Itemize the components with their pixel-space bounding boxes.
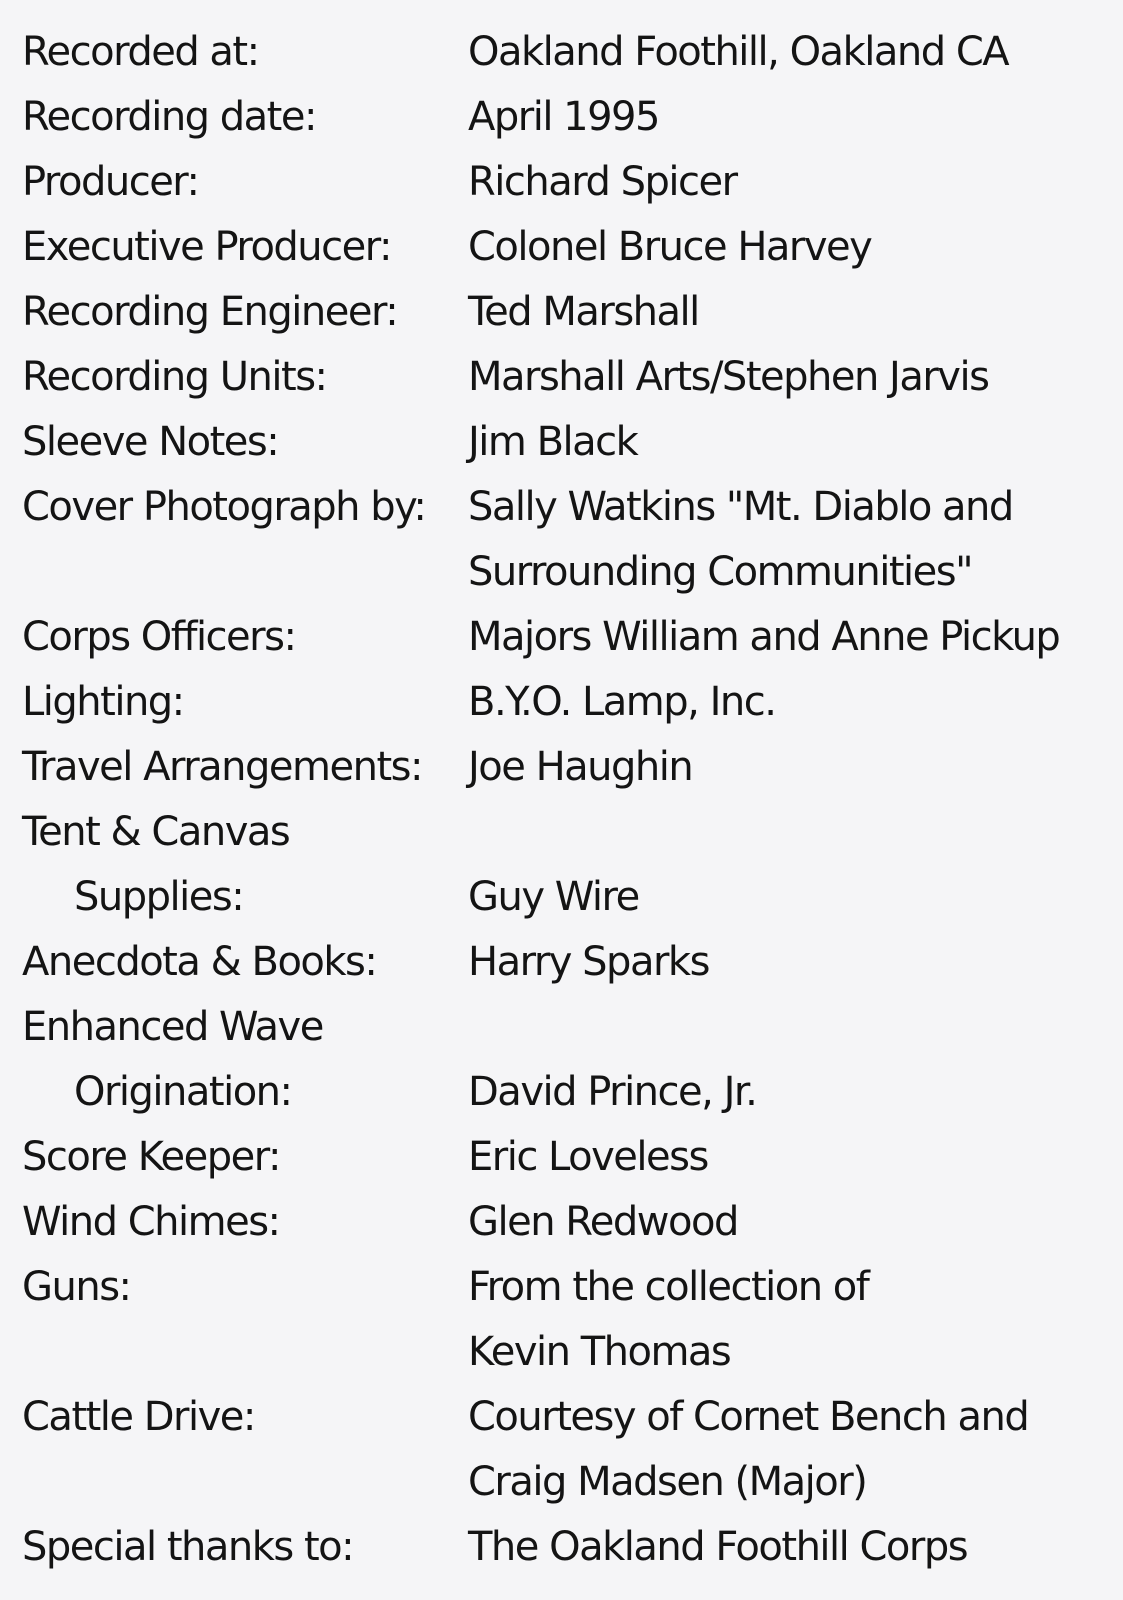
credit-row (22, 85, 1112, 150)
credit-row (22, 1060, 1112, 1125)
credit-label: Score Keeper: (22, 1134, 280, 1180)
credit-label: Corps Officers: (22, 614, 296, 660)
credit-value: The Oakland Foothill Corps (468, 1524, 968, 1570)
credit-label: Tent & Canvas (22, 809, 290, 855)
credit-row (22, 800, 1112, 865)
credit-row (22, 1125, 1112, 1190)
credit-label: Guns: (22, 1264, 131, 1310)
credit-value: Glen Redwood (468, 1199, 738, 1245)
credit-row-continued (22, 1450, 1112, 1515)
credit-label: Recorded at: (22, 29, 259, 75)
credit-value: Sally Watkins "Mt. Diablo and (468, 484, 1013, 530)
credit-value: B.Y.O. Lamp, Inc. (468, 679, 776, 725)
credit-row-continued (22, 1320, 1112, 1385)
credit-label: Recording date: (22, 94, 316, 140)
credit-value: Oakland Foothill, Oakland CA (468, 29, 1009, 75)
credit-row (22, 605, 1112, 670)
credit-value: From the collection of (468, 1264, 869, 1310)
credit-row (22, 670, 1112, 735)
credit-value: Colonel Bruce Harvey (468, 224, 872, 270)
credit-row (22, 1190, 1112, 1255)
credit-row (22, 865, 1112, 930)
credit-row (22, 150, 1112, 215)
credit-value: Ted Marshall (468, 289, 699, 335)
credit-label: Cattle Drive: (22, 1394, 255, 1440)
credit-value: Craig Madsen (Major) (468, 1459, 867, 1505)
credit-label: Lighting: (22, 679, 184, 725)
credit-row (22, 1255, 1112, 1320)
credit-row (22, 345, 1112, 410)
credit-row (22, 20, 1112, 85)
credit-row (22, 215, 1112, 280)
credit-label: Cover Photograph by: (22, 484, 426, 530)
credit-label: Anecdota & Books: (22, 939, 377, 985)
credit-row (22, 280, 1112, 345)
credit-label: Travel Arrangements: (22, 744, 422, 790)
credits-list (22, 20, 1112, 1580)
credit-value: David Prince, Jr. (468, 1069, 757, 1115)
credit-value: Kevin Thomas (468, 1329, 731, 1375)
credit-label: Special thanks to: (22, 1524, 354, 1570)
credit-value: Jim Black (468, 419, 638, 465)
credit-label: Recording Engineer: (22, 289, 398, 335)
credit-value: Courtesy of Cornet Bench and (468, 1394, 1029, 1440)
credit-row (22, 1385, 1112, 1450)
credit-row (22, 995, 1112, 1060)
credit-row (22, 475, 1112, 540)
credit-value: Richard Spicer (468, 159, 737, 205)
credit-value: Eric Loveless (468, 1134, 708, 1180)
credit-row-continued (22, 540, 1112, 605)
credit-label: Executive Producer: (22, 224, 391, 270)
credit-value: Marshall Arts/Stephen Jarvis (468, 354, 989, 400)
credit-value: Surrounding Communities" (468, 549, 972, 595)
credit-label: Origination: (74, 1069, 292, 1115)
credit-value: Joe Haughin (468, 744, 693, 790)
credit-row (22, 1515, 1112, 1580)
credit-label: Recording Units: (22, 354, 327, 400)
credit-label: Supplies: (74, 874, 244, 920)
credit-value: Majors William and Anne Pickup (468, 614, 1060, 660)
credit-row (22, 930, 1112, 995)
credit-label: Producer: (22, 159, 199, 205)
credit-label: Sleeve Notes: (22, 419, 279, 465)
credit-value: April 1995 (468, 94, 659, 140)
credit-value: Harry Sparks (468, 939, 709, 985)
credit-label: Wind Chimes: (22, 1199, 280, 1245)
credit-value: Guy Wire (468, 874, 639, 920)
credit-label: Enhanced Wave (22, 1004, 323, 1050)
credit-row (22, 410, 1112, 475)
credit-row (22, 735, 1112, 800)
